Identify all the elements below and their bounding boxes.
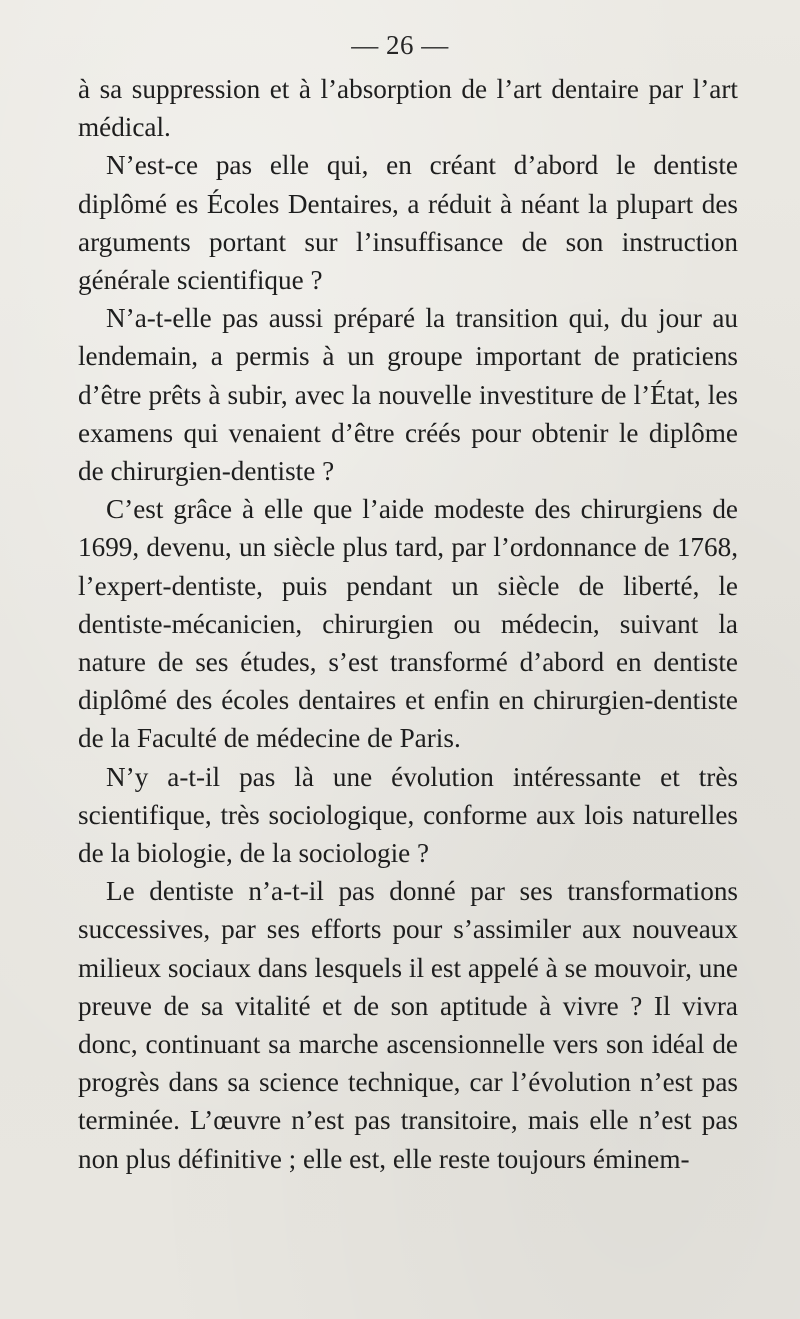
paragraph: N’est-ce pas elle qui, en créant d’abord le dentiste diplômé es Écoles Dentaires, a réduit à néant la plupart des arguments portant sur l’insuffisance de son instruction générale scientifique ? bbox=[78, 150, 738, 296]
page-number: — 26 — bbox=[351, 30, 449, 60]
paragraph-continuation: à sa suppression et à l’absorption de l’art dentaire par l’art médical. bbox=[78, 74, 738, 143]
paragraph: Le dentiste n’a-t-il pas donné par ses transformations successives, par ses efforts pour s’assimiler aux nouveaux milieux sociaux dans lesquels il est appelé à se mouvoir, une preuve de sa vitalité et de son aptitude à vivre ? Il vivra donc, continuant sa marche ascensionnelle vers son idéal de progrès dans sa science technique, car l’évolution n’est pas terminée. L’œuvre n’est pas transitoire, mais elle n’est pas non plus définitive ; elle est, elle reste toujours éminem- bbox=[78, 876, 738, 1174]
paragraph: N’a-t-elle pas aussi préparé la transition qui, du jour au lendemain, a permis à un groupe important de praticiens d’être prêts à subir, avec la nouvelle investiture de l’État, les examens qui venaient d’être créés pour obtenir le diplôme de chirurgien-dentiste ? bbox=[78, 303, 738, 487]
body-text bbox=[78, 70, 738, 1178]
paragraph: N’y a-t-il pas là une évolution intéressante et très scientifique, très sociologique, conforme aux lois naturelles de la biologie, de la sociologie ? bbox=[78, 761, 738, 869]
paragraph: C’est grâce à elle que l’aide modeste des chirurgiens de 1699, devenu, un siècle plus tard, par l’ordonnance de 1768, l’expert-dentiste, puis pendant un siècle de liberté, le dentiste-mécanicien, chirurgien ou médecin, suivant la nature de ses études, s’est transformé d’abord en dentiste diplômé des écoles dentaires et enfin en chirurgien-dentiste de la Faculté de médecine de Paris. bbox=[78, 494, 738, 754]
